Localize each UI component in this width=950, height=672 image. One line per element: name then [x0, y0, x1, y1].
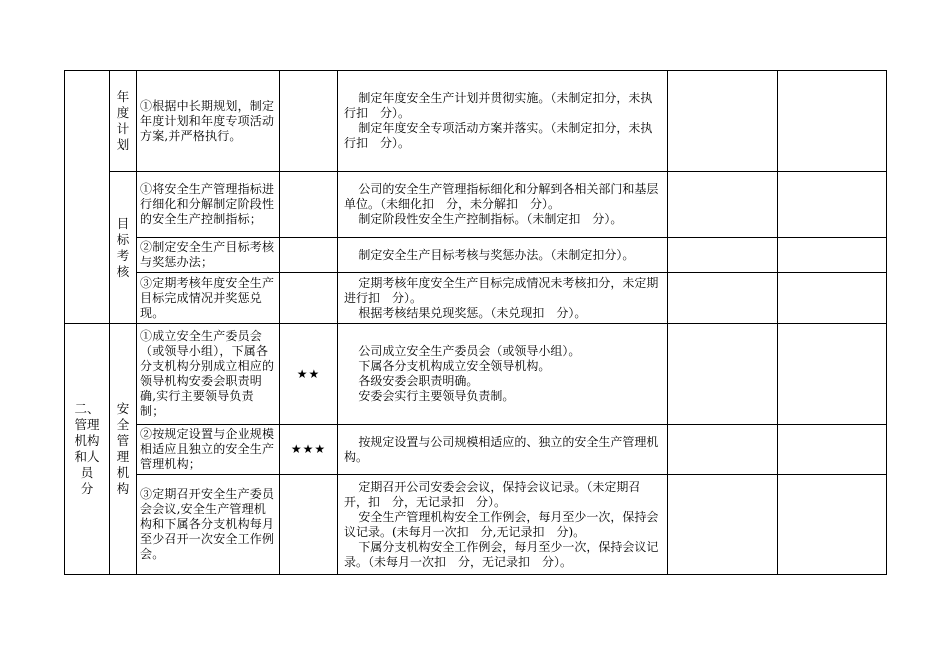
table-row	[65, 238, 887, 273]
method-cell	[338, 475, 668, 575]
requirement-cell: ①成立安全生产委员会（或领导小组），下属各分支机构分别成立相应的领导机构安委会职责明确,实行主要领导负责制；	[137, 324, 280, 425]
requirement-cell: ②按规定设置与企业规模相适应且独立的安全生产管理机构；	[137, 425, 280, 475]
remark-cell[interactable]	[778, 172, 887, 238]
table-row	[65, 71, 887, 172]
remark-cell[interactable]	[778, 324, 887, 425]
subcategory-target-assessment: 目 标 考 核	[110, 172, 137, 324]
method-line: 定期召开公司安委会会议，保持会议记录。（未定期召开，扣 分，无记录扣 分）。	[344, 479, 641, 509]
remark-cell[interactable]	[778, 475, 887, 575]
score-cell[interactable]	[668, 475, 778, 575]
requirement-cell: ③定期召开安全生产委员会会议,安全生产管理机构和下属各分支机构每月至少召开一次安全工作例会。	[137, 475, 280, 575]
star-rating	[280, 172, 338, 238]
method-line: 各级安委会职责明确。	[358, 374, 479, 388]
method-line: 公司的安全生产管理指标细化和分解到各相关部门和基层单位。（未细化扣 分，未分解扣 分）。	[344, 182, 659, 211]
category-cell-blank	[65, 71, 110, 324]
method-line: 制定安全生产目标考核与奖惩办法。（未制定扣分）。	[358, 247, 635, 262]
requirement-cell: ②制定安全生产目标考核与奖惩办法；	[137, 238, 280, 273]
requirement-cell: ③定期考核年度安全生产目标完成情况并奖惩兑现。	[137, 273, 280, 324]
method-line: 公司成立安全生产委员会（或领导小组）。	[358, 344, 581, 358]
table-row	[65, 425, 887, 475]
method-line: 安全生产管理机构安全工作例会，每月至少一次，保持会议记录。(未每月一次扣 分,无记录扣 分)。	[344, 509, 659, 539]
method-cell	[338, 238, 668, 273]
score-cell[interactable]	[668, 273, 778, 324]
star-rating	[280, 475, 338, 575]
remark-cell[interactable]	[778, 71, 887, 172]
remark-cell[interactable]	[778, 425, 887, 475]
score-cell[interactable]	[668, 425, 778, 475]
method-cell	[338, 273, 668, 324]
subcategory-safety-org: 安 全 管 理 机 构	[110, 324, 137, 575]
method-cell	[338, 172, 668, 238]
score-cell[interactable]	[668, 71, 778, 172]
subcategory-annual-plan: 年 度 计 划	[110, 71, 137, 172]
method-cell	[338, 324, 668, 425]
table-row	[65, 172, 887, 238]
method-line: 安委会实行主要领导负责制。	[358, 389, 515, 403]
star-rating	[280, 71, 338, 172]
remark-cell[interactable]	[778, 238, 887, 273]
method-cell	[338, 71, 668, 172]
table-row	[65, 273, 887, 324]
table-row	[65, 475, 887, 575]
method-line: 下属各分支机构成立安全领导机构。	[358, 359, 551, 373]
star-rating	[280, 273, 338, 324]
table-row	[65, 324, 887, 425]
method-line: 根据考核结果兑现奖惩。（未兑现扣 分）。	[358, 305, 587, 320]
score-cell[interactable]	[668, 238, 778, 273]
requirement-cell: ①将安全生产管理指标进行细化和分解制定阶段性的安全生产控制指标；	[137, 172, 280, 238]
scoring-table	[64, 70, 887, 575]
star-rating	[280, 238, 338, 273]
method-line: 按规定设置与公司规模相适应的、独立的安全生产管理机构。	[344, 434, 659, 464]
star-rating: ★★★	[280, 425, 338, 475]
method-line: 制定阶段性安全生产控制指标。（未制定扣 分）。	[358, 212, 623, 226]
score-cell[interactable]	[668, 324, 778, 425]
method-line: 制定年度安全专项活动方案并落实。（未制定扣分，未执行扣 分）。	[344, 121, 653, 150]
method-line: 定期考核年度安全生产目标完成情况未考核扣分，未定期进行扣 分）。	[344, 275, 659, 305]
method-line: 制定年度安全生产计划并贯彻实施。（未制定扣分，未执行扣 分）。	[344, 91, 653, 120]
requirement-cell: ①根据中长期规划，制定年度计划和年度专项活动方案,并严格执行。	[137, 71, 280, 172]
category-management-personnel: 二、 管理 机构 和人 员 分	[65, 324, 110, 575]
star-rating: ★★	[280, 324, 338, 425]
method-cell	[338, 425, 668, 475]
score-cell[interactable]	[668, 172, 778, 238]
method-line: 下属分支机构安全工作例会，每月至少一次，保持会议记录。（未每月一次扣 分，无记录扣 分）。	[344, 539, 659, 569]
remark-cell[interactable]	[778, 273, 887, 324]
